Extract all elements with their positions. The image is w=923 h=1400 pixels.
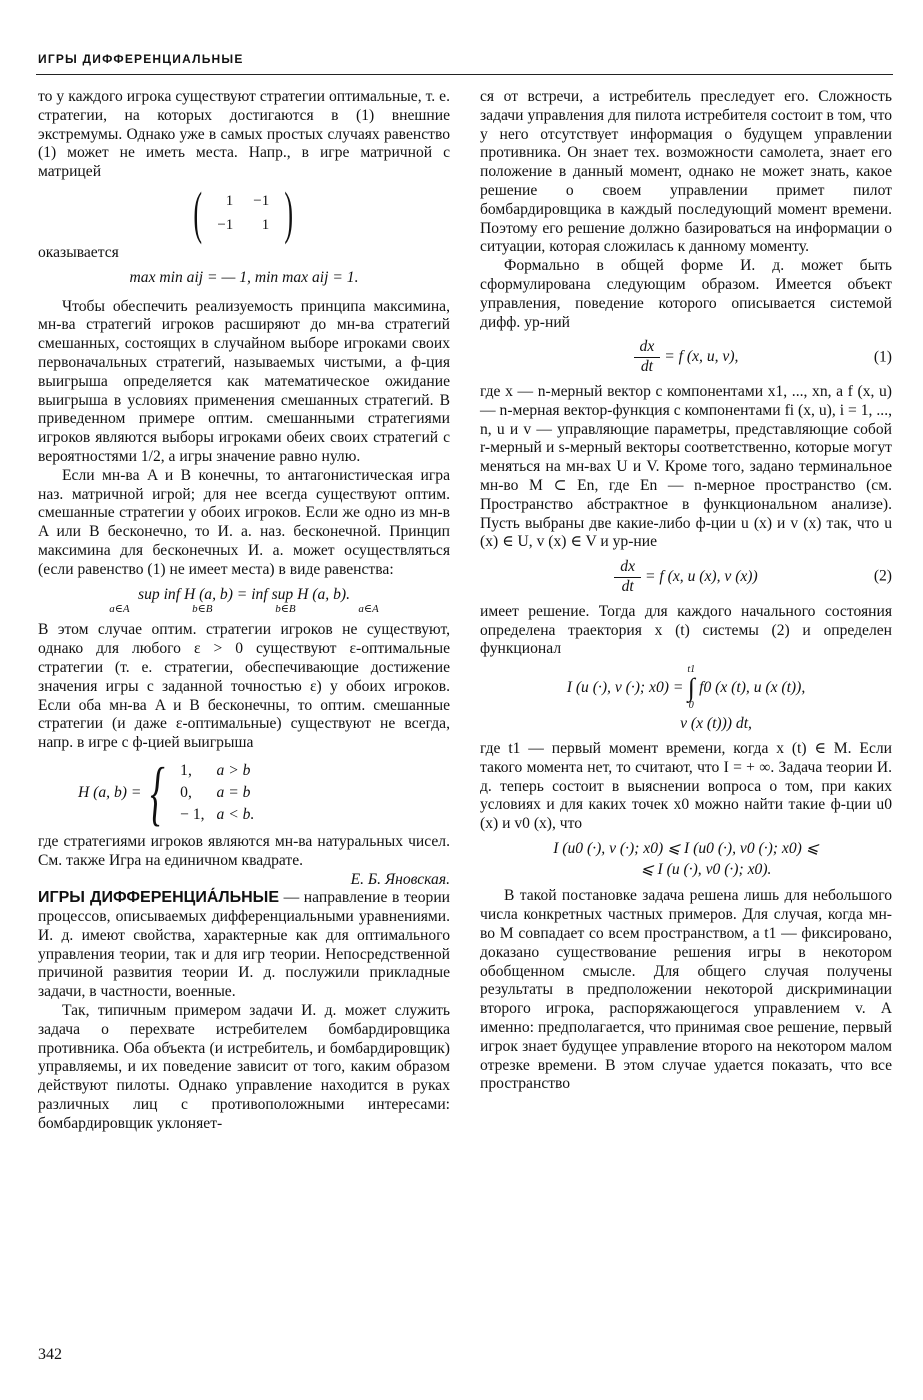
author-signature: Е. Б. Яновская. <box>350 870 450 888</box>
running-header: ИГРЫ ДИФФЕРЕНЦИАЛЬНЫЕ <box>38 52 244 66</box>
payoff-matrix: ( 1 −1 −1 1 ) <box>193 179 294 245</box>
cases-brace: { 1, a > b 0, a = b − 1, a < b. <box>141 757 260 829</box>
equation-1 <box>480 338 892 377</box>
paragraph: где x — n-мерный вектор с компонентами x1, ..., xn, а f (x, u) — n-мерная вектор-функция с компонентами fi (x, u), i = 1, ..., n, u и v — управляющие параметры, представляющие собой r-мерный и s-мерный векторы соответственно, которые могут меняться на мн-вах U и V. Кроме того, задано терминальное мн-во M ⊂ En, где En — n-мерное пространство (см. Пространство абстрактное в функциональном анализе). Пусть выбраны две какие-либо ф-ции u (x) и v (x) так, что u (x) ∈ U, v (x) ∈ V и ур-ние <box>480 382 892 551</box>
case-condition: a < b. <box>216 805 255 823</box>
header-rule <box>36 74 893 75</box>
supinf-formula: sup inf H (a, b) = inf sup H (a, b). <box>138 585 350 603</box>
supinf-sub: b∈B a∈A <box>275 603 379 616</box>
paragraph: имеет решение. Тогда для каждого начального состояния определена траектория x (t) системы (2) и определен функционал <box>480 602 892 658</box>
paragraph: Если мн-ва A и B конечны, то антагонистическая игра наз. матричной игрой; для нее всегда существуют оптим. смешанные стратегии у обоих игроков. Если же одно из мн-в A или B бесконечно, то И. а. наз. бесконечной. Принцип максимина для бесконечных И. а. может осуществляться (если равенство (1) не имеет места) в виде равенства: <box>38 466 450 578</box>
eq2-rhs: = f (x, u (x), v (x)) <box>645 568 758 585</box>
eq1-numerator: dx <box>634 338 661 358</box>
eq2-numerator: dx <box>614 558 641 578</box>
paragraph: ся от встречи, а истребитель преследует его. Сложность задачи управления для пилота истребителя состоит в том, что у него отсутствует информация о будущем управлении противника. Он знает тех. возможности самолета, знает его положение в данный момент, однако не может знать, какое решение о своем управлении примет пилот бомбардировщика в каждый последующий момент времени. Поэтому его решение должно базироваться на информации о ситуации, которая сложилась к данному моменту. <box>480 88 892 256</box>
maxmin-equation: max min aij = — 1, min max aij = 1. <box>129 268 359 286</box>
paragraph: В такой постановке задача решена лишь для небольшого числа конкретных частных примеров. Для случая, когда мн-во M совпадает со всем пространством, а t1 — фиксировано, доказано существование решения игры в некотором обобщенном смысле. Для общего случая получены результаты в предположении некоторой дискриминации второго игрока, распоряжающегося управлением v. А именно: предполагается, что принимая свое решение, первый игрок знает будущее управление второго на некотором малом отрезке времени. В этом случае удается показать, что все пространство <box>480 887 892 1093</box>
eq1-label: (1) <box>873 348 892 366</box>
integral-lower-limit: 0 <box>688 700 694 712</box>
integral-upper-limit: t1 <box>687 664 696 676</box>
functional-rhs: f0 (x (t), u (x (t)), <box>699 678 806 696</box>
matrix-equation <box>188 179 450 245</box>
paragraph: В этом случае оптим. стратегии игроков не существуют, однако для любого ε > 0 существуют ε-оптимальные стратегии (т. е. стратегии, обеспечивающие достижение значения игры с заданной точностью ε) у обоих игроков. Если оба мн-ва A и B бесконечны, то оптим. смешанные стратегии (и даже ε-оптимальные) существуют не всегда, напр. в игре с ф-цией выигрыша <box>38 621 451 752</box>
left-column <box>38 88 450 1134</box>
equation-2 <box>480 558 892 597</box>
eq1-denominator: dt <box>640 358 653 376</box>
paragraph: Чтобы обеспечить реализуемость принципа максимина, мн-ва стратегий игроков расширяют до мн-ва стратегий смешанных, состоящих в случайном выборе игроками своих первоначальных стратегий, называемых чистыми, а ф-ция выигрыша определяется как математическое ожидание выигрыша в условиях применения смешанных стратегий. В приведенном примере оптим. смешанными стратегиями игроков являются выборы игроками обеих своих стратегий с вероятностями 1/2, а игры значение равно нулю. <box>38 297 450 465</box>
matrix-cell: −1 <box>217 216 234 233</box>
case-value: − 1, <box>180 805 205 823</box>
matrix-cell: 1 <box>261 216 270 233</box>
paragraph: Так, типичным примером задачи И. д. может служить задача о перехвате истребителем бомбардировщика противника. Оба объекта (и истребитель, и бомбардировщик) управляемы, и их поведение зависит от того, каким образом действуют пилоты. Однако управление находится в руках различных лиц с противоположными интересами: бомбардировщик уклоняет- <box>38 1002 450 1132</box>
matrix-cell: 1 <box>225 192 234 209</box>
supinf-equation <box>38 586 450 616</box>
eq2-denominator: dt <box>621 577 634 595</box>
paragraph: где t1 — первый момент времени, когда x (t) ∈ M. Если такого момента нет, то считают, что I = + ∞. Задача теории И. д. теперь состоит в выяснении вопроса о том, при каких условиях и для каких точек x0 можно найти такие ф-ции u0 (x) и v0 (x), что <box>480 739 892 833</box>
paragraph: оказывается <box>38 243 119 261</box>
supinf-sub: a∈A b∈B <box>109 603 213 616</box>
inequality-line1: I (u0 (·), v (·); x0) ⩽ I (u0 (·), v0 (·); x0) ⩽ <box>553 839 819 857</box>
page-number: 342 <box>38 1346 62 1363</box>
paragraph: Формально в общей форме И. д. может быть сформулирована следующим образом. Имеется объект управления, поведение которого описывается системой дифф. ур-ний <box>480 257 892 331</box>
functional-equation <box>480 665 892 711</box>
paragraph: — направление в теории процессов, описываемых дифференциальными уравнениями. И. д. имеют свойства, характерные как для оптимального управления теории, так и для игр теории. Непосредственной причиной развития теории И. д. послужили прикладные задачи, в частности, военные. <box>38 889 451 1001</box>
case-value: 1, <box>180 761 192 779</box>
article-term: ИГРЫ ДИФФЕРЕНЦИА́ЛЬНЫЕ <box>38 889 279 907</box>
integral-sign: t1 ∫ 0 <box>687 664 696 712</box>
eq1-rhs: = f (x, u, v), <box>664 348 739 366</box>
payoff-function-lhs: H (a, b) = <box>78 783 142 801</box>
case-value: 0, <box>180 783 192 801</box>
eq2-label: (2) <box>873 568 892 586</box>
functional-lhs: I (u (·), v (·); x0) = <box>566 678 684 696</box>
case-condition: a = b <box>216 783 251 801</box>
payoff-function-equation <box>78 752 450 833</box>
paragraph: то у каждого игрока существуют стратегии оптимальные, т. е. стратегии, на которых достигаются в (1) внешние экстремумы. Однако уже в самых простых случаях равенство (1) может не иметь места. Напр., в игре матричной с матрицей <box>38 88 450 181</box>
paragraph: где стратегиями игроков являются мн-ва натуральных чисел. См. также Игра на единичном квадрате. <box>38 832 450 869</box>
case-condition: a > b <box>216 761 251 779</box>
functional-line2: v (x (t))) dt, <box>680 715 752 733</box>
right-column <box>480 88 892 1094</box>
matrix-cell: −1 <box>253 192 270 209</box>
inequality-line2: ⩽ I (u (·), v0 (·); x0). <box>640 860 772 878</box>
